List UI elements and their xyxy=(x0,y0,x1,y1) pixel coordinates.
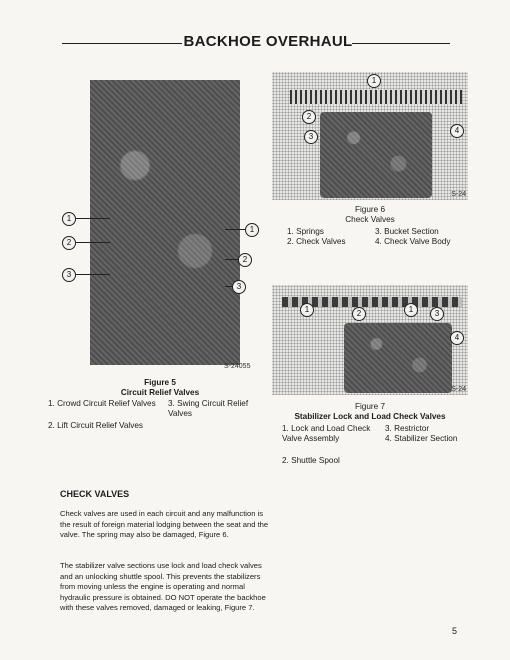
figure5-item-text: Lift Circuit Relief Valves xyxy=(57,421,143,430)
figure7-part-number: S-24 xyxy=(451,386,466,393)
figure7-item-number: 2. xyxy=(282,456,289,465)
section-paragraph: The stabilizer valve sections use lock and load check valves and an unlocking shuttle spool. This prevents the stabilizers from moving unless the engine is operating and normal hydraulic pressure is obtained. DO NOT operate the backhoe with these valves removed, damaged or leaking, Figure 7. xyxy=(60,561,266,612)
figure7-subtitle: Stabilizer Lock and Load Check Valves xyxy=(294,412,446,421)
figure5-title: Figure 5 xyxy=(144,378,176,387)
section-heading: CHECK VALVES xyxy=(60,489,130,499)
figure7-item xyxy=(385,424,475,434)
page-number: 5 xyxy=(452,626,458,636)
figure5-item-number: 2. xyxy=(48,421,55,430)
figure7-title: Figure 7 xyxy=(354,402,386,411)
header-rule-left xyxy=(62,43,182,44)
figure6-callout: 2 xyxy=(302,110,316,124)
figure5-callout: 3 xyxy=(232,280,246,294)
page-title: BACKHOE OVERHAUL xyxy=(183,33,353,50)
figure7-callout: 2 xyxy=(352,307,366,321)
figure7-item-text: Stabilizer Section xyxy=(394,434,458,443)
figure7-item xyxy=(385,434,480,444)
figure6-part-number: S-24 xyxy=(451,191,466,198)
figure6-item-text: Springs xyxy=(296,227,324,236)
figure5-leader xyxy=(225,229,245,230)
figure7-item-text: Shuttle Spool xyxy=(291,456,340,465)
figure5-item-number: 3. xyxy=(168,399,175,408)
figure7-callout: 3 xyxy=(430,307,444,321)
figure5-leader xyxy=(75,274,110,275)
figure5-item xyxy=(168,399,263,419)
figure7-callout: 1 xyxy=(404,303,418,317)
figure5-item-number: 1. xyxy=(48,399,55,408)
figure7-item-number: 4. xyxy=(385,434,392,443)
figure5-callout: 1 xyxy=(62,212,76,226)
figure6-subtitle: Check Valves xyxy=(345,215,395,224)
figure5-callout: 1 xyxy=(245,223,259,237)
figure6-springs xyxy=(290,90,462,104)
figure6-item-text: Check Valve Body xyxy=(384,237,451,246)
figure7-item-number: 1. xyxy=(282,424,289,433)
figure6-title: Figure 6 xyxy=(354,205,386,214)
figure5-illustration xyxy=(60,72,260,372)
figure5-leader xyxy=(225,259,239,260)
figure6-item xyxy=(287,227,324,237)
figure5-callout: 2 xyxy=(238,253,252,267)
header-rule-right xyxy=(352,43,450,44)
figure5-photo xyxy=(90,80,240,365)
figure5-callout: 3 xyxy=(62,268,76,282)
figure6-photo xyxy=(272,72,468,200)
figure5-callout: 2 xyxy=(62,236,76,250)
section-paragraph: Check valves are used in each circuit and any malfunction is the result of foreign material lodging between the seat and the valve. The spring may also be damaged, Figure 6. xyxy=(60,509,269,539)
figure5-leader xyxy=(75,218,110,219)
figure6-callout: 4 xyxy=(450,124,464,138)
figure6-item-number: 3. xyxy=(375,227,382,236)
figure6-callout: 3 xyxy=(304,130,318,144)
figure6-item-number: 1. xyxy=(287,227,294,236)
figure6-item xyxy=(375,237,450,247)
figure7-item-text: Restrictor xyxy=(394,424,430,433)
figure6-valve-body xyxy=(320,112,432,198)
figure6-item-number: 2. xyxy=(287,237,294,246)
figure6-item xyxy=(375,227,439,237)
figure7-stabilizer-section xyxy=(344,323,452,393)
figure5-leader xyxy=(75,242,110,243)
figure6-callout: 1 xyxy=(367,74,381,88)
figure7-photo xyxy=(272,285,468,395)
figure7-item xyxy=(282,456,378,466)
figure7-callout: 1 xyxy=(300,303,314,317)
figure7-item xyxy=(282,424,378,444)
figure5-item-text: Swing Circuit Relief Valves xyxy=(168,399,249,418)
figure5-subtitle: Circuit Relief Valves xyxy=(120,388,200,397)
figure6-item xyxy=(287,237,346,247)
figure5-item xyxy=(48,399,158,409)
figure7-callout: 4 xyxy=(450,331,464,345)
figure6-item-text: Bucket Section xyxy=(384,227,439,236)
figure7-item-number: 3. xyxy=(385,424,392,433)
figure6-item-text: Check Valves xyxy=(296,237,346,246)
figure5-item-text: Crowd Circuit Relief Valves xyxy=(57,399,156,408)
figure5-item xyxy=(48,421,158,431)
figure5-part-number: S-24055 xyxy=(224,363,251,370)
figure7-item-text: Lock and Load Check Valve Assembly xyxy=(282,424,371,443)
figure6-item-number: 4. xyxy=(375,237,382,246)
